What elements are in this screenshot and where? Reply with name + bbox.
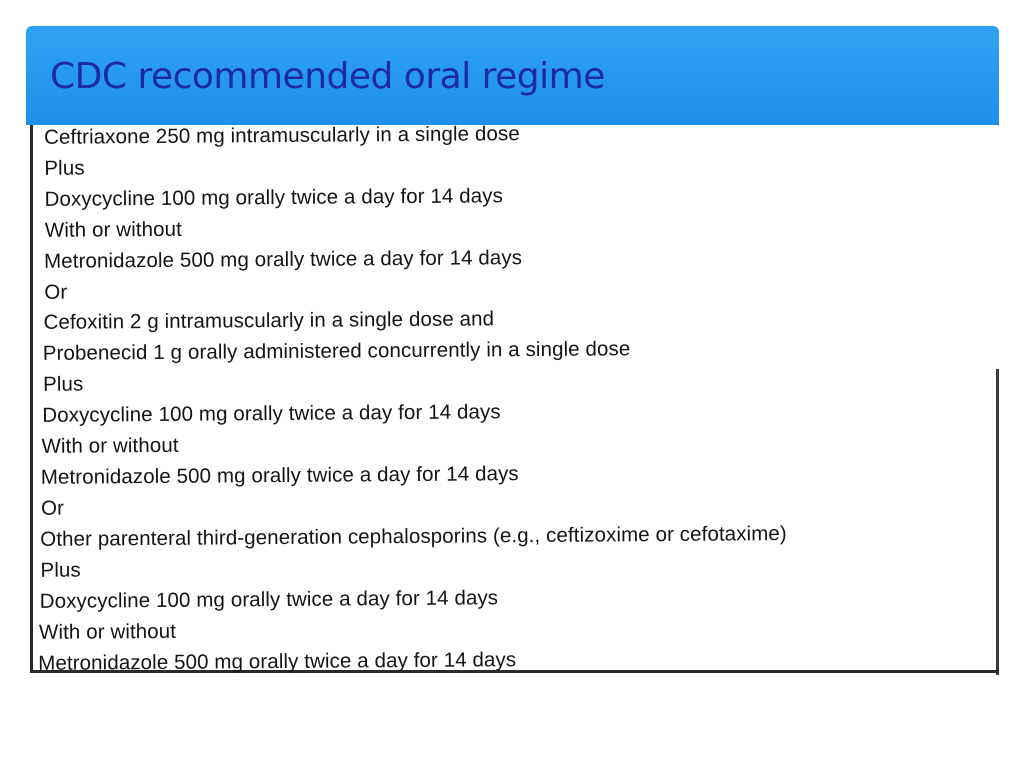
regimen-line: Plus (44, 156, 85, 180)
regimen-line: With or without (44, 217, 182, 242)
regimen-line: With or without (38, 619, 177, 644)
regimen-line: Metronidazole 500 mg orally twice a day for 14 days (43, 246, 523, 273)
regimen-line: Doxycycline 100 mg orally twice a day for 14 days (42, 400, 501, 427)
slide-title: CDC recommended oral regime (50, 56, 605, 97)
regimen-line: Metronidazole 500 mg orally twice a day for 14 days (40, 462, 519, 489)
regimen-line: Or (40, 496, 65, 520)
regimen-line: With or without (41, 433, 179, 458)
scanned-regimen-image (26, 122, 1001, 675)
regimen-line: Plus (42, 372, 84, 396)
regimen-line: Metronidazole 500 mg orally twice a day for 14 days (38, 648, 517, 675)
regimen-text-block (26, 117, 1005, 675)
regimen-line: Doxycycline 100 mg orally twice a day for 14 days (44, 184, 504, 211)
regimen-line: Ceftriaxone 250 mg intramuscularly in a single dose (44, 122, 520, 149)
regimen-line: Or (44, 280, 68, 304)
regimen-line: Probenecid 1 g orally administered concurrently in a single dose (42, 337, 631, 365)
regimen-line: Plus (40, 558, 81, 582)
regimen-line: Doxycycline 100 mg orally twice a day for 14 days (39, 586, 499, 613)
regimen-line: Other parenteral third-generation cephalosporins (e.g., ceftizoxime or cefotaxime) (40, 522, 787, 551)
regimen-line: Cefoxitin 2 g intramuscularly in a single dose and (43, 307, 495, 334)
title-bar (26, 26, 999, 125)
